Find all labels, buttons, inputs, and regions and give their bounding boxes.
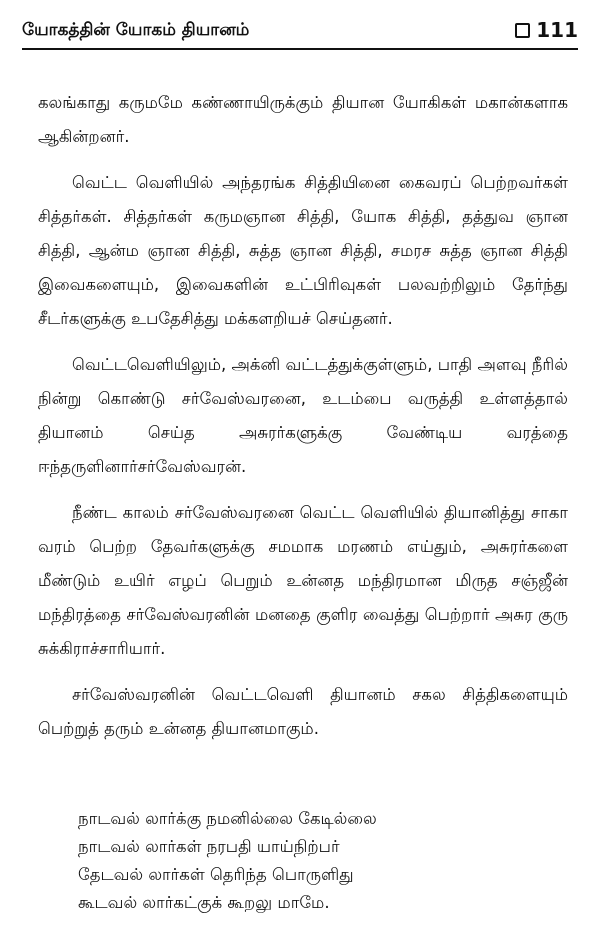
verse-line: தேடவல் லார்கள் தெரிந்த பொருளிது [78, 865, 354, 884]
verse-line: நாடவல் லார்கள் நரபதி யாய்நிற்பர் [78, 837, 340, 856]
paragraph: சர்வேஸ்வரனின் வெட்டவெளி தியானம் சகல சித்திகளையும் பெற்றுத் தரும் உன்னத தியானமாகும். [38, 685, 568, 738]
verse-block [78, 805, 377, 917]
verse-line: நாடவல் லார்க்கு நமனில்லை கேடில்லை [78, 809, 377, 828]
paragraph: வெட்டவெளியிலும், அக்னி வட்டத்துக்குள்ளும், பாதி அளவு நீரில் நின்று கொண்டு சர்வேஸ்வரனை, உடம்பை வருத்தி உள்ளத்தால் தியானம் செய்த அசுரர்களுக்கு வேண்டிய வரத்தை ஈந்தருளினார்சர்வேஸ்வரன். [38, 355, 568, 476]
paragraph: கலங்காது கருமமே கண்ணாயிருக்கும் தியான யோகிகள் மகான்களாக ஆகின்றனர். [38, 93, 568, 146]
square-outline-icon [515, 23, 530, 38]
paragraph: வெட்ட வெளியில் அந்தரங்க சித்தியினை கைவரப் பெற்றவர்கள் சித்தர்கள். சித்தர்கள் கருமஞான சித்தி, யோக சித்தி, தத்துவ ஞான சித்தி, ஆன்ம ஞான சித்தி, சுத்த ஞான சித்தி, சமரச சுத்த ஞான சித்தி இவைகளையும், இவைகளின் உட்பிரிவுகள் பலவற்றிலும் தேர்ந்து சீடர்களுக்கு உபதேசித்து மக்களறியச் செய்தனர். [38, 173, 568, 328]
running-title: யோகத்தின் யோகம் தியானம் [22, 20, 250, 40]
page-number: 111 [536, 18, 578, 42]
paragraph: நீண்ட காலம் சர்வேஸ்வரனை வெட்ட வெளியில் தியானித்து சாகா வரம் பெற்ற தேவர்களுக்கு சமமாக மரணம் எய்தும், அசுரர்களை மீண்டும் உயிர் எழப் பெறும் உன்னத மந்திரமான மிருத சஞ்ஜீன் மந்திரத்தை சர்வேஸ்வரனின் மனதை குளிர வைத்து பெற்றார் அசுர குரு சுக்கிராச்சாரியார். [38, 503, 568, 658]
verse-line: கூடவல் லார்கட்குக் கூறலு மாமே. [78, 893, 330, 912]
page-header [22, 14, 578, 50]
page-number-group [515, 18, 578, 42]
body-text [38, 86, 568, 758]
